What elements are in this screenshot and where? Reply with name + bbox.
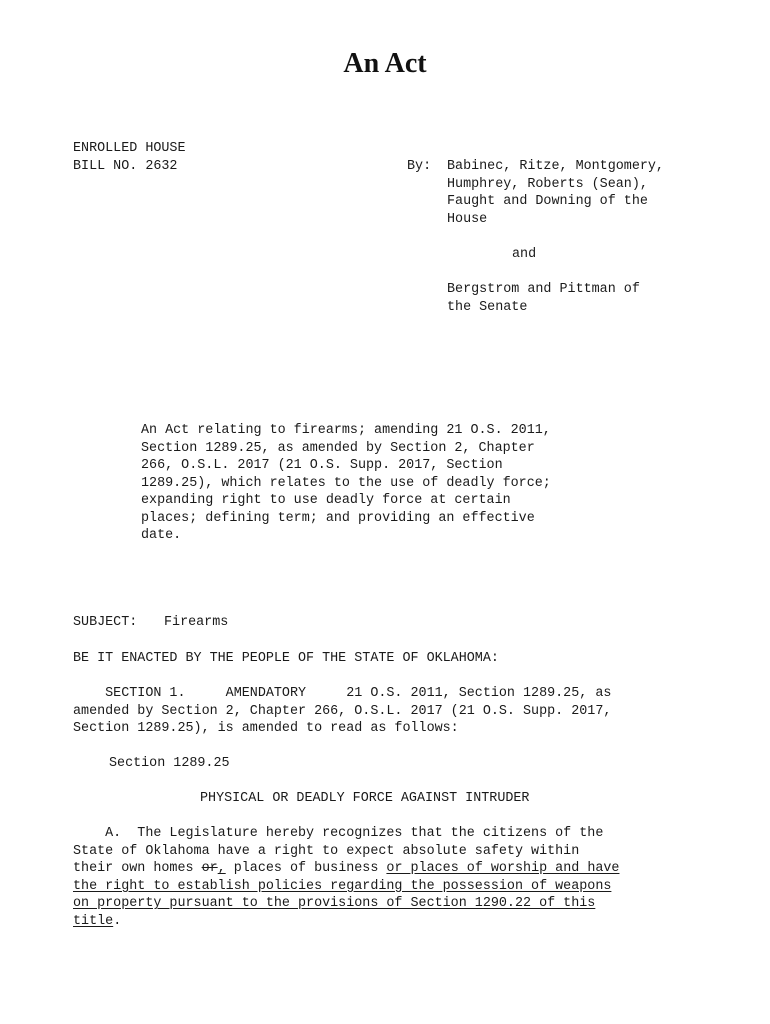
- section1-line-2: amended by Section 2, Chapter 266, O.S.L. 2017 (21 O.S. Supp. 2017,: [73, 703, 612, 719]
- paragraph-a-line-6-end: .: [113, 913, 122, 929]
- subject-label: SUBJECT:: [73, 615, 138, 630]
- inserted-text-line-5: on property pursuant to the provisions of Section 1290.22 of this: [73, 896, 596, 911]
- house-sponsor-line-4: House: [447, 211, 488, 227]
- paragraph-a-line-2: State of Oklahoma have a right to expect absolute safety within: [73, 843, 580, 859]
- section1-line-1: SECTION 1. AMENDATORY 21 O.S. 2011, Section 1289.25, as: [73, 686, 612, 701]
- house-sponsor-line-3: Faught and Downing of the: [447, 194, 648, 209]
- section1-line-3: Section 1289.25), is amended to read as follows:: [73, 721, 459, 736]
- summary-line-4: 1289.25), which relates to the use of deadly force;: [141, 475, 551, 491]
- paragraph-a-line-1: A. The Legislature hereby recognizes that the citizens of the: [73, 826, 604, 841]
- sponsors-prefix: By:: [407, 159, 432, 174]
- bill-designation-line-1: ENROLLED HOUSE: [73, 141, 186, 156]
- summary-line-1: An Act relating to firearms; amending 21 O.S. 2011,: [141, 423, 551, 438]
- section-heading: PHYSICAL OR DEADLY FORCE AGAINST INTRUDER: [200, 791, 530, 806]
- section-reference: Section 1289.25: [109, 756, 230, 771]
- and-label: and: [512, 247, 537, 262]
- senate-sponsor-line-2: the Senate: [447, 299, 528, 315]
- paragraph-a-line-3: [73, 860, 619, 878]
- paragraph-a-line-3-mid: places of business: [225, 861, 387, 876]
- summary-line-2: Section 1289.25, as amended by Section 2, Chapter: [141, 440, 535, 456]
- summary-line-7: date.: [141, 528, 182, 543]
- summary-line-3: 266, O.S.L. 2017 (21 O.S. Supp. 2017, Section: [141, 458, 503, 473]
- house-sponsor-line-1: Babinec, Ritze, Montgomery,: [447, 159, 664, 174]
- paragraph-a-line-3-start: their own homes: [73, 861, 202, 876]
- inserted-text-line-4: the right to establish policies regarding the possession of weapons: [73, 878, 612, 894]
- document-title: An Act: [343, 48, 427, 79]
- inserted-comma: ,: [217, 861, 226, 876]
- subject-value: Firearms: [164, 615, 229, 630]
- summary-line-5: expanding right to use deadly force at certain: [141, 493, 511, 508]
- struck-text: or: [201, 861, 218, 876]
- paragraph-a-line-5: [73, 895, 595, 913]
- enacting-clause: BE IT ENACTED BY THE PEOPLE OF THE STATE OF OKLAHOMA:: [73, 651, 499, 666]
- inserted-text-line-6: title: [73, 913, 114, 929]
- bill-designation-line-2: BILL NO. 2632: [73, 159, 178, 174]
- inserted-text-line-3: or places of worship and have: [386, 861, 620, 876]
- paragraph-a-line-6: [73, 913, 121, 931]
- summary-line-6: places; defining term; and providing an effective: [141, 510, 535, 526]
- senate-sponsor-line-1: Bergstrom and Pittman of: [447, 282, 640, 297]
- paragraph-a-line-4: [73, 878, 611, 896]
- house-sponsor-line-2: Humphrey, Roberts (Sean),: [447, 176, 648, 192]
